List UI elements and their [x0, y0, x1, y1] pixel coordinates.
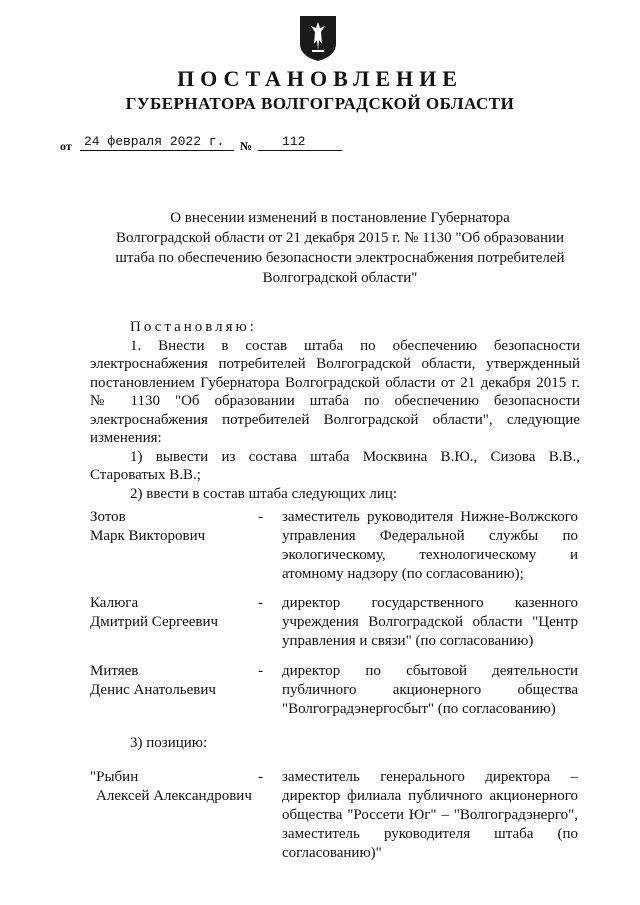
heading-line: Волгоградской области от 21 декабря 2015 г. № 1130 "Об образовании [115, 230, 565, 246]
heading-line: Волгоградской области" [262, 270, 418, 286]
member-surname: Митяев [90, 663, 139, 679]
member-description: директор государственного казенного учреждения Волгоградской области "Центр управления и связи" (по согласованию) [282, 595, 578, 649]
emblem-icon [298, 14, 338, 62]
member-given-name: Дмитрий Сергеевич [90, 614, 219, 630]
member-surname: Зотов [90, 509, 126, 525]
position-given-name: Алексей Александрович [96, 788, 252, 804]
member-dash: - [258, 595, 263, 611]
decree-word: Постановляю: [130, 319, 257, 335]
item-1-sub-1: 1) вывести из состава штаба Москвина В.Ю., Сизова В.В., Староватых В.В.; [90, 448, 580, 483]
member-name [90, 662, 260, 700]
document-heading [90, 208, 590, 288]
position-description: заместитель генерального директора – директор филиала публичного акционерного общества "Россети Юг" – "Волгоградэнерго", заместитель руководителя штаба (по согласованию)" [282, 769, 578, 861]
position-name [90, 768, 260, 806]
document-body [90, 318, 580, 503]
member-description: заместитель руководителя Нижне-Волжского управления Федеральной службы по экологическому, технологическому и атомному надзору (по согласованию); [282, 509, 578, 582]
member-given-name: Марк Викторович [90, 528, 206, 544]
document-title: ПОСТАНОВЛЕНИЕ [177, 66, 463, 91]
document-number: 112 [258, 134, 342, 151]
document-subtitle: ГУБЕРНАТОРА ВОЛГОГРАДСКОЙ ОБЛАСТИ [125, 94, 515, 113]
date-number-line [60, 134, 360, 154]
number-prefix: № [240, 139, 253, 153]
member-dash: - [258, 663, 263, 679]
heading-line: штаба по обеспечению безопасности электроснабжения потребителей [115, 250, 565, 266]
member-surname: Калюга [90, 595, 139, 611]
member-description: директор по сбытовой деятельности публичного акционерного общества "Волгоградэнергосбыт" (по согласованию) [282, 663, 578, 717]
member-name [90, 594, 260, 632]
member-given-name: Денис Анатольевич [90, 682, 216, 698]
item-1: 1. Внести в состав штаба по обеспечению безопасности электроснабжения потребителей Волгоградской области, утвержденный постановлением Губернатора Волгоградской области от 21 декабря 2015 г. № 1130 "Об образовании штаба по обеспечению безопасности электроснабжения потребителей Волгоградской области", следующие изменения: [90, 337, 580, 446]
member-dash: - [258, 509, 263, 525]
position-surname: "Рыбин [90, 769, 139, 785]
heading-line: О внесении изменений в постановление Губернатора [170, 210, 510, 226]
document-date: 24 февраля 2022 г. [80, 134, 234, 151]
position-dash: - [258, 769, 263, 785]
member-name [90, 508, 260, 546]
date-prefix: от [60, 139, 72, 153]
item-1-sub-3: 3) позицию: [130, 735, 208, 751]
item-1-sub-2: 2) ввести в состав штаба следующих лиц: [130, 485, 398, 502]
